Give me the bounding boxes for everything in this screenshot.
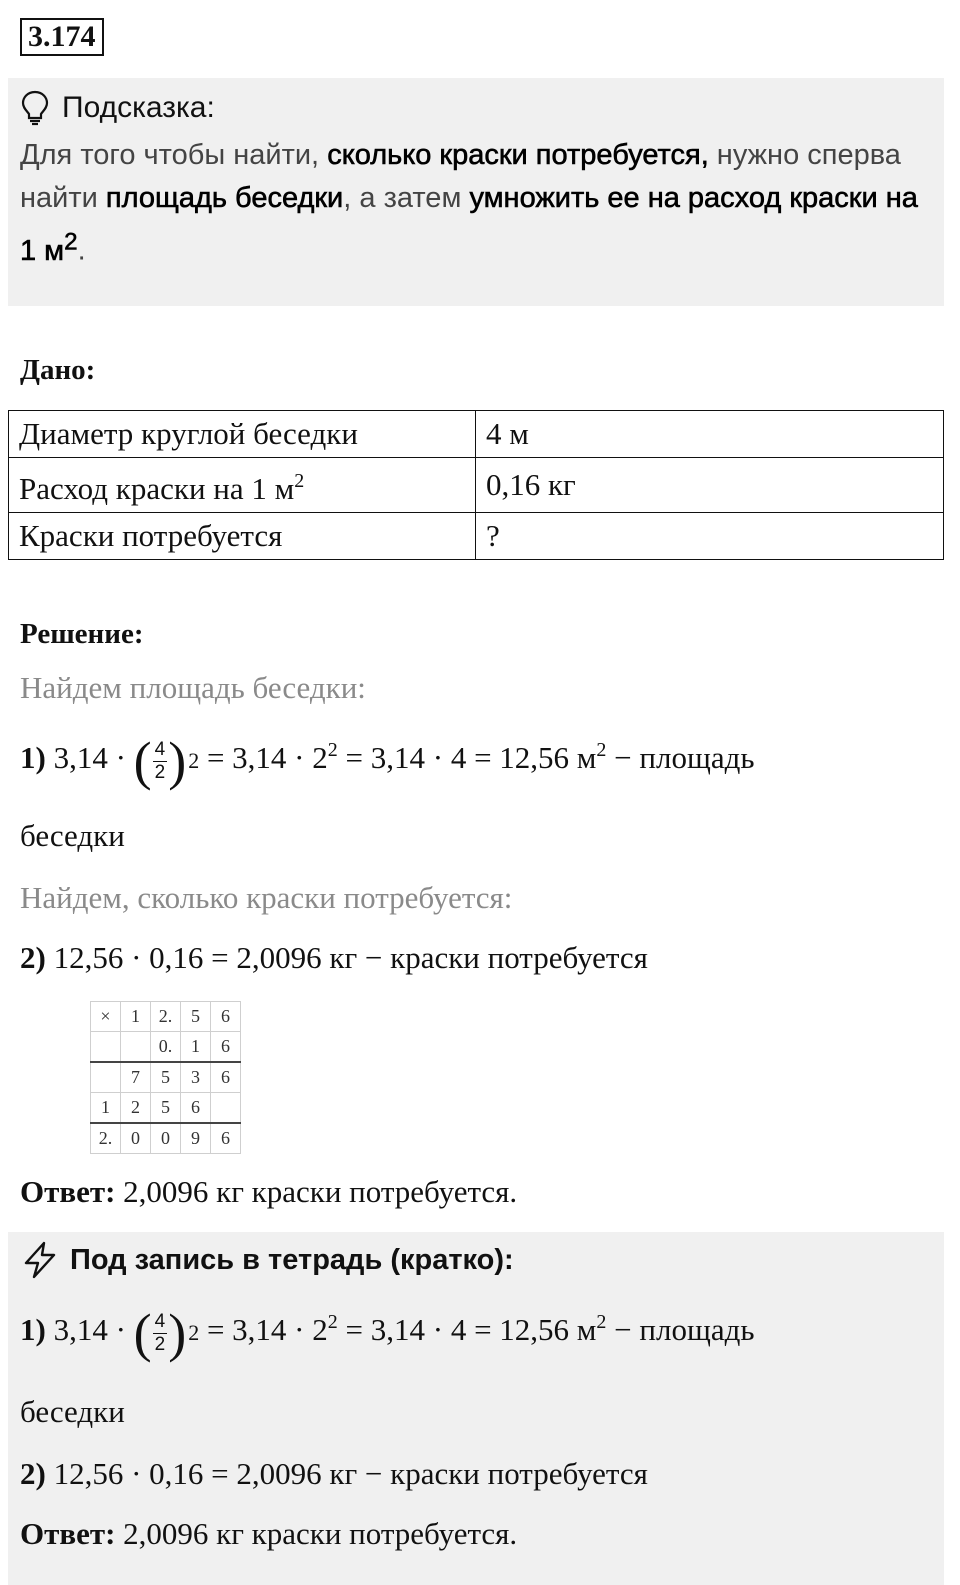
notes-step1-line: 1) 3,14 · ( $\frac{4}{2}$ ) 2 = $3,14 \cdot 2^2 = 3,14 \cdot 4 = 12,56$ $м^2$ − площадь	[20, 1303, 755, 1363]
hint-text: Для того чтобы найти, сколько краски потребуется, нужно сперва найти площадь беседки, а затем умножить ее на расход краски на 1 $м^2$.	[20, 139, 918, 267]
table-row: Расход краски на 1 $м^2$ 0,16 кг	[9, 458, 944, 513]
notes-step1-continuation: беседки	[20, 1394, 125, 1429]
notes-answer: Ответ: 2,0096 кг краски потребуется.	[20, 1516, 518, 1551]
given-table	[8, 410, 944, 560]
lightbulb-icon	[20, 90, 50, 126]
step2-line: 2) 12,56 · 0,16 = 2,0096 кг − краски потребуется	[20, 940, 648, 975]
table-row: 7 5 3 6	[91, 1062, 241, 1093]
step1-intro: Найдем площадь беседки:	[20, 670, 366, 705]
hint-title	[20, 88, 215, 128]
fraction: ( $\frac{4}{2}$ ) 2	[133, 731, 200, 791]
notes-step2-line: 2) 12,56 · 0,16 = 2,0096 кг − краски потребуется	[20, 1456, 648, 1491]
table-row: × 1 2. 5 6	[91, 1002, 241, 1032]
step2-intro: Найдем, сколько краски потребуется:	[20, 880, 513, 915]
step1-continuation: беседки	[20, 818, 125, 853]
multiplication-table	[90, 1001, 241, 1154]
fraction: ( $\frac{4}{2}$ ) 2	[133, 1303, 200, 1363]
table-row: 2. 0 0 9 6	[91, 1123, 241, 1154]
step1-line: 1) 3,14 · ( $\frac{4}{2}$ ) 2 = $3,14 \cdot 2^2 = 3,14 \cdot 4 = 12,56$ $м^2$ − площадь	[20, 731, 755, 791]
solution-label: Решение:	[20, 618, 144, 650]
answer: Ответ: 2,0096 кг краски потребуется.	[20, 1174, 518, 1209]
hint-title-text: Подсказка:	[62, 91, 215, 124]
given-label: Дано:	[20, 354, 96, 386]
lightning-icon	[20, 1240, 60, 1280]
table-row: 0. 1 6	[91, 1032, 241, 1063]
table-row: Диаметр круглой беседки 4 м	[9, 411, 944, 458]
table-row: Краски потребуется ?	[9, 513, 944, 560]
problem-number: 3.174	[20, 18, 104, 56]
notes-title: Под запись в тетрадь (кратко):	[20, 1238, 514, 1282]
table-row: 1 2 5 6	[91, 1093, 241, 1124]
